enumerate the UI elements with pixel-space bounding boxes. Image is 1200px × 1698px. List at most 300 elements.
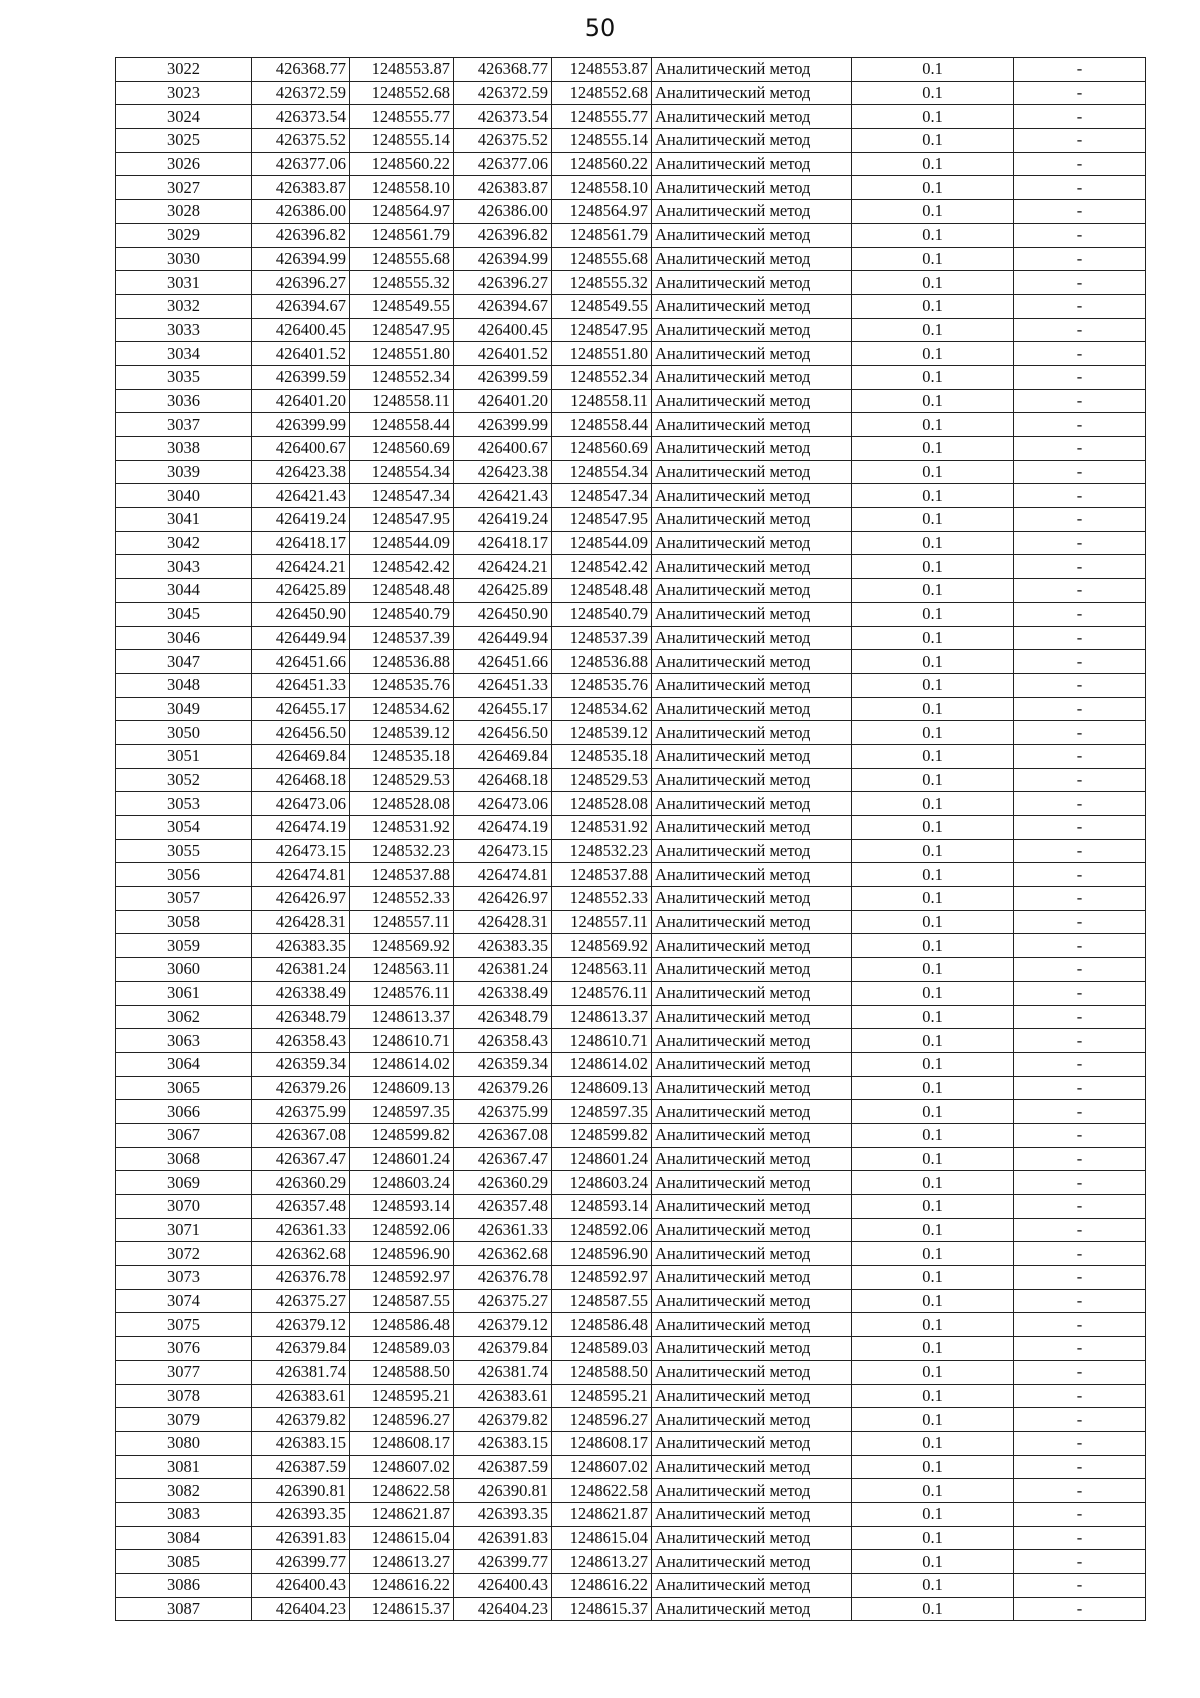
point-number-cell: 3077	[116, 1360, 252, 1384]
x-new-cell: 426396.82	[454, 223, 552, 247]
page-number: 50	[584, 14, 616, 42]
point-number-cell: 3064	[116, 1052, 252, 1076]
accuracy-cell: 0.1	[852, 721, 1014, 745]
method-cell: Аналитический метод	[652, 934, 852, 958]
point-number-cell: 3080	[116, 1431, 252, 1455]
point-number-cell: 3066	[116, 1100, 252, 1124]
y-old-cell: 1248544.09	[350, 531, 454, 555]
table-row	[116, 1076, 1146, 1100]
point-number-cell: 3081	[116, 1455, 252, 1479]
method-cell: Аналитический метод	[652, 1100, 852, 1124]
accuracy-cell: 0.1	[852, 1337, 1014, 1361]
x-old-cell: 426468.18	[252, 768, 350, 792]
accuracy-cell: 0.1	[852, 105, 1014, 129]
point-number-cell: 3041	[116, 508, 252, 532]
table-row	[116, 555, 1146, 579]
y-new-cell: 1248552.68	[552, 81, 652, 105]
x-old-cell: 426396.27	[252, 271, 350, 295]
accuracy-cell: 0.1	[852, 81, 1014, 105]
y-new-cell: 1248596.27	[552, 1408, 652, 1432]
method-cell: Аналитический метод	[652, 1337, 852, 1361]
method-cell: Аналитический метод	[652, 105, 852, 129]
y-new-cell: 1248535.18	[552, 744, 652, 768]
table-row	[116, 105, 1146, 129]
table-row	[116, 768, 1146, 792]
method-cell: Аналитический метод	[652, 1005, 852, 1029]
accuracy-cell: 0.1	[852, 247, 1014, 271]
x-new-cell: 426474.19	[454, 816, 552, 840]
method-cell: Аналитический метод	[652, 247, 852, 271]
table-row	[116, 1266, 1146, 1290]
y-new-cell: 1248558.44	[552, 413, 652, 437]
y-old-cell: 1248555.14	[350, 129, 454, 153]
table-row	[116, 58, 1146, 82]
coordinates-table	[115, 57, 1146, 1621]
accuracy-cell: 0.1	[852, 1550, 1014, 1574]
note-cell: -	[1014, 863, 1146, 887]
point-number-cell: 3061	[116, 981, 252, 1005]
point-number-cell: 3067	[116, 1123, 252, 1147]
y-new-cell: 1248596.90	[552, 1242, 652, 1266]
x-new-cell: 426362.68	[454, 1242, 552, 1266]
y-new-cell: 1248547.34	[552, 484, 652, 508]
table-row	[116, 460, 1146, 484]
note-cell: -	[1014, 673, 1146, 697]
table-row	[116, 294, 1146, 318]
point-number-cell: 3056	[116, 863, 252, 887]
accuracy-cell: 0.1	[852, 1574, 1014, 1598]
note-cell: -	[1014, 460, 1146, 484]
y-new-cell: 1248558.10	[552, 176, 652, 200]
y-new-cell: 1248537.88	[552, 863, 652, 887]
x-new-cell: 426400.67	[454, 437, 552, 461]
accuracy-cell: 0.1	[852, 887, 1014, 911]
method-cell: Аналитический метод	[652, 1455, 852, 1479]
x-new-cell: 426379.84	[454, 1337, 552, 1361]
y-old-cell: 1248593.14	[350, 1195, 454, 1219]
x-old-cell: 426451.66	[252, 650, 350, 674]
table-row	[116, 342, 1146, 366]
method-cell: Аналитический метод	[652, 1526, 852, 1550]
note-cell: -	[1014, 294, 1146, 318]
note-cell: -	[1014, 1431, 1146, 1455]
method-cell: Аналитический метод	[652, 1597, 852, 1621]
x-new-cell: 426396.27	[454, 271, 552, 295]
accuracy-cell: 0.1	[852, 1526, 1014, 1550]
method-cell: Аналитический метод	[652, 389, 852, 413]
point-number-cell: 3062	[116, 1005, 252, 1029]
point-number-cell: 3074	[116, 1289, 252, 1313]
y-new-cell: 1248532.23	[552, 839, 652, 863]
x-old-cell: 426379.84	[252, 1337, 350, 1361]
x-old-cell: 426357.48	[252, 1195, 350, 1219]
x-new-cell: 426379.26	[454, 1076, 552, 1100]
point-number-cell: 3034	[116, 342, 252, 366]
method-cell: Аналитический метод	[652, 413, 852, 437]
accuracy-cell: 0.1	[852, 910, 1014, 934]
table-row	[116, 910, 1146, 934]
method-cell: Аналитический метод	[652, 1242, 852, 1266]
accuracy-cell: 0.1	[852, 484, 1014, 508]
y-new-cell: 1248552.34	[552, 365, 652, 389]
y-old-cell: 1248555.32	[350, 271, 454, 295]
x-new-cell: 426375.52	[454, 129, 552, 153]
table-row	[116, 579, 1146, 603]
point-number-cell: 3076	[116, 1337, 252, 1361]
method-cell: Аналитический метод	[652, 200, 852, 224]
x-new-cell: 426425.89	[454, 579, 552, 603]
table-row	[116, 318, 1146, 342]
note-cell: -	[1014, 531, 1146, 555]
point-number-cell: 3075	[116, 1313, 252, 1337]
x-old-cell: 426367.47	[252, 1147, 350, 1171]
x-new-cell: 426474.81	[454, 863, 552, 887]
y-new-cell: 1248557.11	[552, 910, 652, 934]
y-old-cell: 1248553.87	[350, 58, 454, 82]
y-old-cell: 1248528.08	[350, 792, 454, 816]
x-new-cell: 426456.50	[454, 721, 552, 745]
x-old-cell: 426473.15	[252, 839, 350, 863]
y-new-cell: 1248588.50	[552, 1360, 652, 1384]
table-row	[116, 1195, 1146, 1219]
x-old-cell: 426451.33	[252, 673, 350, 697]
accuracy-cell: 0.1	[852, 626, 1014, 650]
x-old-cell: 426383.87	[252, 176, 350, 200]
accuracy-cell: 0.1	[852, 1431, 1014, 1455]
table-row	[116, 839, 1146, 863]
accuracy-cell: 0.1	[852, 1455, 1014, 1479]
point-number-cell: 3031	[116, 271, 252, 295]
x-old-cell: 426449.94	[252, 626, 350, 650]
x-old-cell: 426362.68	[252, 1242, 350, 1266]
table-row	[116, 437, 1146, 461]
x-new-cell: 426473.06	[454, 792, 552, 816]
accuracy-cell: 0.1	[852, 1147, 1014, 1171]
y-old-cell: 1248596.90	[350, 1242, 454, 1266]
x-new-cell: 426451.33	[454, 673, 552, 697]
table-row	[116, 389, 1146, 413]
y-old-cell: 1248529.53	[350, 768, 454, 792]
x-old-cell: 426379.26	[252, 1076, 350, 1100]
point-number-cell: 3029	[116, 223, 252, 247]
note-cell: -	[1014, 626, 1146, 650]
table-row	[116, 81, 1146, 105]
x-new-cell: 426421.43	[454, 484, 552, 508]
y-new-cell: 1248601.24	[552, 1147, 652, 1171]
note-cell: -	[1014, 1266, 1146, 1290]
x-new-cell: 426393.35	[454, 1502, 552, 1526]
y-old-cell: 1248589.03	[350, 1337, 454, 1361]
y-new-cell: 1248535.76	[552, 673, 652, 697]
x-old-cell: 426401.20	[252, 389, 350, 413]
method-cell: Аналитический метод	[652, 1123, 852, 1147]
x-new-cell: 426372.59	[454, 81, 552, 105]
y-old-cell: 1248555.68	[350, 247, 454, 271]
point-number-cell: 3063	[116, 1029, 252, 1053]
x-old-cell: 426383.61	[252, 1384, 350, 1408]
y-new-cell: 1248589.03	[552, 1337, 652, 1361]
y-old-cell: 1248552.34	[350, 365, 454, 389]
x-new-cell: 426390.81	[454, 1479, 552, 1503]
accuracy-cell: 0.1	[852, 863, 1014, 887]
x-old-cell: 426401.52	[252, 342, 350, 366]
x-new-cell: 426423.38	[454, 460, 552, 484]
accuracy-cell: 0.1	[852, 1005, 1014, 1029]
accuracy-cell: 0.1	[852, 602, 1014, 626]
note-cell: -	[1014, 602, 1146, 626]
table-row	[116, 1052, 1146, 1076]
point-number-cell: 3083	[116, 1502, 252, 1526]
x-old-cell: 426393.35	[252, 1502, 350, 1526]
y-new-cell: 1248560.22	[552, 152, 652, 176]
y-new-cell: 1248621.87	[552, 1502, 652, 1526]
y-new-cell: 1248576.11	[552, 981, 652, 1005]
y-old-cell: 1248535.18	[350, 744, 454, 768]
x-old-cell: 426391.83	[252, 1526, 350, 1550]
method-cell: Аналитический метод	[652, 1076, 852, 1100]
note-cell: -	[1014, 223, 1146, 247]
note-cell: -	[1014, 697, 1146, 721]
y-new-cell: 1248615.37	[552, 1597, 652, 1621]
x-old-cell: 426375.52	[252, 129, 350, 153]
accuracy-cell: 0.1	[852, 294, 1014, 318]
x-old-cell: 426399.59	[252, 365, 350, 389]
accuracy-cell: 0.1	[852, 650, 1014, 674]
accuracy-cell: 0.1	[852, 508, 1014, 532]
x-new-cell: 426468.18	[454, 768, 552, 792]
method-cell: Аналитический метод	[652, 981, 852, 1005]
y-old-cell: 1248563.11	[350, 958, 454, 982]
method-cell: Аналитический метод	[652, 365, 852, 389]
y-new-cell: 1248613.27	[552, 1550, 652, 1574]
y-old-cell: 1248576.11	[350, 981, 454, 1005]
y-new-cell: 1248569.92	[552, 934, 652, 958]
method-cell: Аналитический метод	[652, 650, 852, 674]
method-cell: Аналитический метод	[652, 271, 852, 295]
x-old-cell: 426379.12	[252, 1313, 350, 1337]
y-new-cell: 1248547.95	[552, 318, 652, 342]
note-cell: -	[1014, 981, 1146, 1005]
x-new-cell: 426450.90	[454, 602, 552, 626]
x-new-cell: 426451.66	[454, 650, 552, 674]
table-row	[116, 816, 1146, 840]
y-new-cell: 1248592.06	[552, 1218, 652, 1242]
method-cell: Аналитический метод	[652, 342, 852, 366]
note-cell: -	[1014, 721, 1146, 745]
y-new-cell: 1248540.79	[552, 602, 652, 626]
y-new-cell: 1248599.82	[552, 1123, 652, 1147]
accuracy-cell: 0.1	[852, 744, 1014, 768]
y-old-cell: 1248558.10	[350, 176, 454, 200]
y-old-cell: 1248592.97	[350, 1266, 454, 1290]
x-old-cell: 426450.90	[252, 602, 350, 626]
x-new-cell: 426428.31	[454, 910, 552, 934]
y-new-cell: 1248555.14	[552, 129, 652, 153]
table-row	[116, 1029, 1146, 1053]
y-new-cell: 1248595.21	[552, 1384, 652, 1408]
x-old-cell: 426375.27	[252, 1289, 350, 1313]
note-cell: -	[1014, 1147, 1146, 1171]
y-old-cell: 1248547.34	[350, 484, 454, 508]
y-old-cell: 1248587.55	[350, 1289, 454, 1313]
y-new-cell: 1248586.48	[552, 1313, 652, 1337]
x-new-cell: 426376.78	[454, 1266, 552, 1290]
note-cell: -	[1014, 365, 1146, 389]
point-number-cell: 3040	[116, 484, 252, 508]
y-old-cell: 1248551.80	[350, 342, 454, 366]
y-old-cell: 1248540.79	[350, 602, 454, 626]
accuracy-cell: 0.1	[852, 1289, 1014, 1313]
x-new-cell: 426469.84	[454, 744, 552, 768]
point-number-cell: 3057	[116, 887, 252, 911]
x-old-cell: 426474.81	[252, 863, 350, 887]
note-cell: -	[1014, 1502, 1146, 1526]
x-new-cell: 426400.43	[454, 1574, 552, 1598]
y-old-cell: 1248603.24	[350, 1171, 454, 1195]
y-old-cell: 1248599.82	[350, 1123, 454, 1147]
table-row	[116, 1408, 1146, 1432]
method-cell: Аналитический метод	[652, 460, 852, 484]
x-new-cell: 426348.79	[454, 1005, 552, 1029]
table-row	[116, 1360, 1146, 1384]
point-number-cell: 3070	[116, 1195, 252, 1219]
method-cell: Аналитический метод	[652, 1171, 852, 1195]
y-new-cell: 1248616.22	[552, 1574, 652, 1598]
x-old-cell: 426418.17	[252, 531, 350, 555]
accuracy-cell: 0.1	[852, 1479, 1014, 1503]
point-number-cell: 3065	[116, 1076, 252, 1100]
accuracy-cell: 0.1	[852, 1502, 1014, 1526]
y-old-cell: 1248547.95	[350, 508, 454, 532]
y-new-cell: 1248548.48	[552, 579, 652, 603]
table-row	[116, 1123, 1146, 1147]
x-new-cell: 426401.52	[454, 342, 552, 366]
note-cell: -	[1014, 768, 1146, 792]
y-new-cell: 1248560.69	[552, 437, 652, 461]
point-number-cell: 3087	[116, 1597, 252, 1621]
y-new-cell: 1248597.35	[552, 1100, 652, 1124]
table-row	[116, 531, 1146, 555]
method-cell: Аналитический метод	[652, 1360, 852, 1384]
y-new-cell: 1248534.62	[552, 697, 652, 721]
x-old-cell: 426456.50	[252, 721, 350, 745]
x-old-cell: 426390.81	[252, 1479, 350, 1503]
x-old-cell: 426383.35	[252, 934, 350, 958]
point-number-cell: 3073	[116, 1266, 252, 1290]
x-new-cell: 426424.21	[454, 555, 552, 579]
y-new-cell: 1248552.33	[552, 887, 652, 911]
note-cell: -	[1014, 744, 1146, 768]
point-number-cell: 3048	[116, 673, 252, 697]
point-number-cell: 3027	[116, 176, 252, 200]
note-cell: -	[1014, 1218, 1146, 1242]
note-cell: -	[1014, 816, 1146, 840]
note-cell: -	[1014, 508, 1146, 532]
y-new-cell: 1248615.04	[552, 1526, 652, 1550]
point-number-cell: 3039	[116, 460, 252, 484]
accuracy-cell: 0.1	[852, 1100, 1014, 1124]
x-old-cell: 426372.59	[252, 81, 350, 105]
note-cell: -	[1014, 958, 1146, 982]
x-new-cell: 426455.17	[454, 697, 552, 721]
x-old-cell: 426379.82	[252, 1408, 350, 1432]
y-new-cell: 1248531.92	[552, 816, 652, 840]
table-row	[116, 223, 1146, 247]
point-number-cell: 3026	[116, 152, 252, 176]
point-number-cell: 3028	[116, 200, 252, 224]
y-new-cell: 1248555.32	[552, 271, 652, 295]
table-row	[116, 626, 1146, 650]
x-new-cell: 426383.61	[454, 1384, 552, 1408]
method-cell: Аналитический метод	[652, 1052, 852, 1076]
y-old-cell: 1248609.13	[350, 1076, 454, 1100]
point-number-cell: 3032	[116, 294, 252, 318]
accuracy-cell: 0.1	[852, 437, 1014, 461]
y-old-cell: 1248588.50	[350, 1360, 454, 1384]
table-row	[116, 508, 1146, 532]
accuracy-cell: 0.1	[852, 1171, 1014, 1195]
y-new-cell: 1248593.14	[552, 1195, 652, 1219]
x-old-cell: 426400.45	[252, 318, 350, 342]
y-old-cell: 1248558.11	[350, 389, 454, 413]
y-new-cell: 1248555.68	[552, 247, 652, 271]
x-new-cell: 426375.27	[454, 1289, 552, 1313]
table-row	[116, 863, 1146, 887]
x-old-cell: 426381.74	[252, 1360, 350, 1384]
note-cell: -	[1014, 1455, 1146, 1479]
table-body	[116, 58, 1146, 1621]
x-old-cell: 426474.19	[252, 816, 350, 840]
x-old-cell: 426400.43	[252, 1574, 350, 1598]
x-new-cell: 426400.45	[454, 318, 552, 342]
method-cell: Аналитический метод	[652, 744, 852, 768]
x-new-cell: 426391.83	[454, 1526, 552, 1550]
point-number-cell: 3052	[116, 768, 252, 792]
accuracy-cell: 0.1	[852, 768, 1014, 792]
x-new-cell: 426473.15	[454, 839, 552, 863]
x-new-cell: 426404.23	[454, 1597, 552, 1621]
method-cell: Аналитический метод	[652, 792, 852, 816]
method-cell: Аналитический метод	[652, 1029, 852, 1053]
note-cell: -	[1014, 200, 1146, 224]
table-row	[116, 176, 1146, 200]
accuracy-cell: 0.1	[852, 981, 1014, 1005]
x-old-cell: 426368.77	[252, 58, 350, 82]
point-number-cell: 3038	[116, 437, 252, 461]
y-new-cell: 1248544.09	[552, 531, 652, 555]
method-cell: Аналитический метод	[652, 152, 852, 176]
y-new-cell: 1248549.55	[552, 294, 652, 318]
x-new-cell: 426419.24	[454, 508, 552, 532]
method-cell: Аналитический метод	[652, 1502, 852, 1526]
x-new-cell: 426399.99	[454, 413, 552, 437]
y-new-cell: 1248529.53	[552, 768, 652, 792]
x-old-cell: 426399.77	[252, 1550, 350, 1574]
x-new-cell: 426418.17	[454, 531, 552, 555]
point-number-cell: 3082	[116, 1479, 252, 1503]
table-row	[116, 1313, 1146, 1337]
point-number-cell: 3055	[116, 839, 252, 863]
accuracy-cell: 0.1	[852, 1384, 1014, 1408]
y-new-cell: 1248547.95	[552, 508, 652, 532]
note-cell: -	[1014, 129, 1146, 153]
x-old-cell: 426419.24	[252, 508, 350, 532]
accuracy-cell: 0.1	[852, 271, 1014, 295]
x-old-cell: 426424.21	[252, 555, 350, 579]
method-cell: Аналитический метод	[652, 816, 852, 840]
table-row	[116, 602, 1146, 626]
note-cell: -	[1014, 887, 1146, 911]
